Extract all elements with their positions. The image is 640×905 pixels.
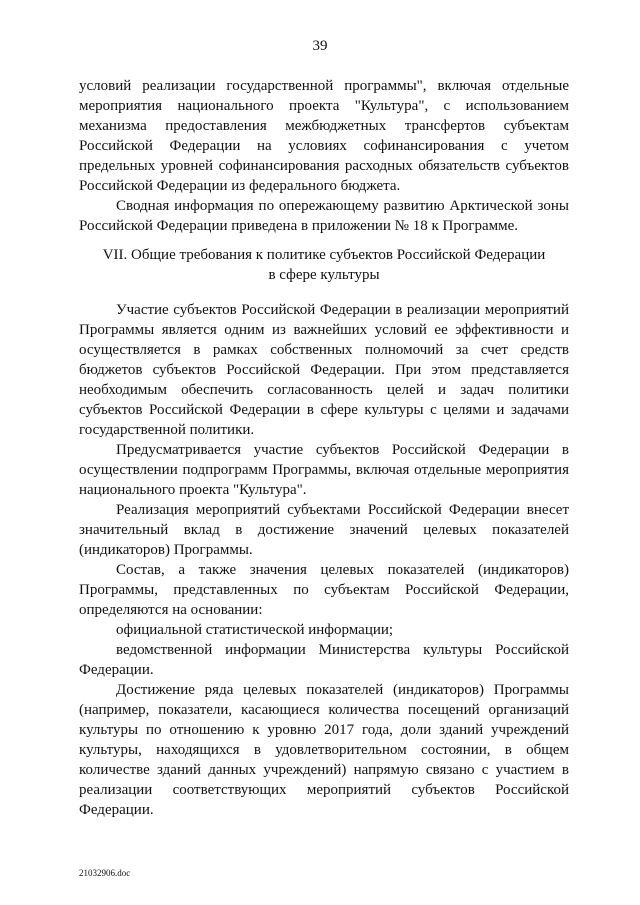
paragraph: ведомственной информации Министерства культуры Российской Федерации. [79,642,569,678]
paragraph: Достижение ряда целевых показателей (индикаторов) Программы (например, показатели, касающиеся количества посещений организаций культуры по отношению к уровню 2017 года, доли зданий учреждений культуры, находящихся в удовлетворительном состоянии, в общем количестве зданий данных учреждений) напрямую связано с участием в реализации соответствующих мероприятий субъектов Российской Федерации. [79,682,569,818]
page-number: 39 [312,38,328,54]
paragraph: официальной статистической информации; [116,622,394,638]
paragraph: Предусматривается участие субъектов Российской Федерации в осуществлении подпрограмм Программы, включая отдельные мероприятия национального проекта "Культура". [79,442,569,498]
paragraph: Участие субъектов Российской Федерации в реализации мероприятий Программы является одним из важнейших условий ее эффективности и осуществляется в рамках собственных полномочий за счет средств бюджетов субъектов Российской Федерации. При этом представляется необходимым обеспечить согласованность целей и задач политики субъектов Российской Федерации в сфере культуры с целями и задачами государственной политики. [79,302,569,438]
paragraph: Сводная информация по опережающему развитию Арктической зоны Российской Федерации приведена в приложении № 18 к Программе. [79,198,569,234]
section-heading-line: в сфере культуры [268,267,380,283]
paragraph: Реализация мероприятий субъектами Российской Федерации внесет значительный вклад в достижение значений целевых показателей (индикаторов) Программы. [79,502,569,558]
paragraph: Состав, а также значения целевых показателей (индикаторов) Программы, представленных по субъектам Российской Федерации, определяются на основании: [79,562,569,618]
main-text-block [79,300,569,820]
file-name-footer: 21032906.doc [79,868,131,878]
top-text-block [79,76,569,236]
section-heading [79,245,569,285]
section-heading-line: VII. Общие требования к политике субъектов Российской Федерации [102,247,546,263]
paragraph: условий реализации государственной программы", включая отдельные мероприятия национального проекта "Культура", с использованием механизма предоставления межбюджетных трансфертов субъектам Российской Федерации на условиях софинансирования с учетом предельных уровней софинансирования расходных обязательств субъектов Российской Федерации из федерального бюджета. [79,78,569,194]
